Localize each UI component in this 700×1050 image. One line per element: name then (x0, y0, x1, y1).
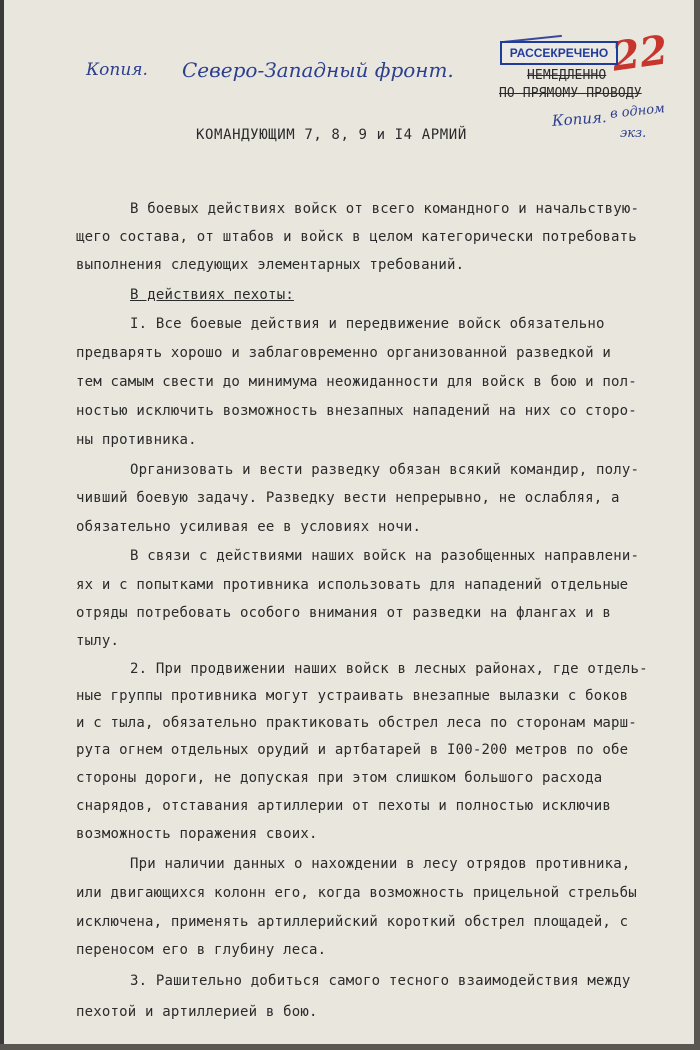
body-line: стороны дороги, не допуская при этом слишком большого расхода (76, 770, 603, 786)
body-line: тылу. (76, 633, 120, 649)
document-heading: КОМАНДУЮЩИМ 7, 8, 9 и I4 АРМИЙ (196, 127, 467, 143)
body-line: переносом его в глубину леса. (76, 942, 327, 958)
body-line: и с тыла, обязательно практиковать обстрел леса по сторонам марш- (76, 715, 637, 731)
body-line: щего состава, от штабов и войск в целом категорически потребовать (76, 229, 637, 245)
body-line: ны противника. (76, 432, 197, 448)
urgency-struck: НЕМЕДЛЕННО (527, 68, 607, 83)
body-line: ностью исключить возможность внезапных нападений на них со сторо- (76, 403, 637, 419)
declassified-stamp: РАССЕКРЕЧЕНО (500, 41, 618, 65)
body-line: При наличии данных о нахождении в лесу отрядов противника, (130, 856, 631, 872)
body-line: 3. Рашительно добиться самого тесного взаимодействия между (130, 973, 631, 989)
section-heading-infantry: В действиях пехоты: (130, 287, 294, 303)
transmission-struck: ПО ПРЯМОМУ ПРОВОДУ (499, 86, 642, 101)
body-line: ях и с попытками противника использовать для нападений отдельные (76, 577, 629, 593)
copies-note: экз. (620, 126, 647, 141)
body-line: исключена, применять артиллерийский короткий обстрел площадей, с (76, 914, 629, 930)
body-line: I. Все боевые действия и передвижение войск обязательно (130, 316, 605, 332)
body-line: чивший боевую задачу. Разведку вести непрерывно, не ослабляя, а (76, 490, 620, 506)
body-line: выполнения следующих элементарных требований. (76, 257, 465, 273)
scan-edge-right (694, 0, 700, 1050)
body-line: Организовать и вести разведку обязан всякий командир, полу- (130, 462, 640, 478)
body-line: отряды потребовать особого внимания от разведки на флангах и в (76, 605, 611, 621)
body-line: ные группы противника могут устраивать внезапные вылазки с боков (76, 688, 629, 704)
body-line: пехотой и артиллерией в бою. (76, 1004, 318, 1020)
copy-note-left: Копия. (86, 60, 148, 80)
scan-edge-bottom (0, 1044, 700, 1050)
body-line: рута огнем отдельных орудий и артбатарей в I00-200 метров по обе (76, 742, 629, 758)
copy-note-right: Копия. (551, 108, 608, 130)
one-copy-note: в одном (609, 101, 666, 122)
body-line: 2. При продвижении наших войск в лесных районах, где отдель- (130, 661, 648, 677)
body-line: или двигающихся колонн его, когда возможность прицельной стрельбы (76, 885, 637, 901)
body-line: тем самым свести до минимума неожиданности для войск в бою и пол- (76, 374, 637, 390)
page-number-mark: 22 (609, 26, 671, 81)
body-line: возможность поражения своих. (76, 826, 318, 842)
body-line: предварять хорошо и заблаговременно организованной разведкой и (76, 345, 611, 361)
body-line: В связи с действиями наших войск на разобщенных направлени- (130, 548, 640, 564)
body-line: В боевых действиях войск от всего командного и начальствую- (130, 201, 640, 217)
body-line: снарядов, отставания артиллерии от пехоты и полностью исключив (76, 798, 611, 814)
body-line: обязательно усиливая ее в условиях ночи. (76, 519, 422, 535)
front-handwritten: Северо-Западный фронт. (182, 58, 454, 82)
scan-edge-left (0, 0, 4, 1050)
